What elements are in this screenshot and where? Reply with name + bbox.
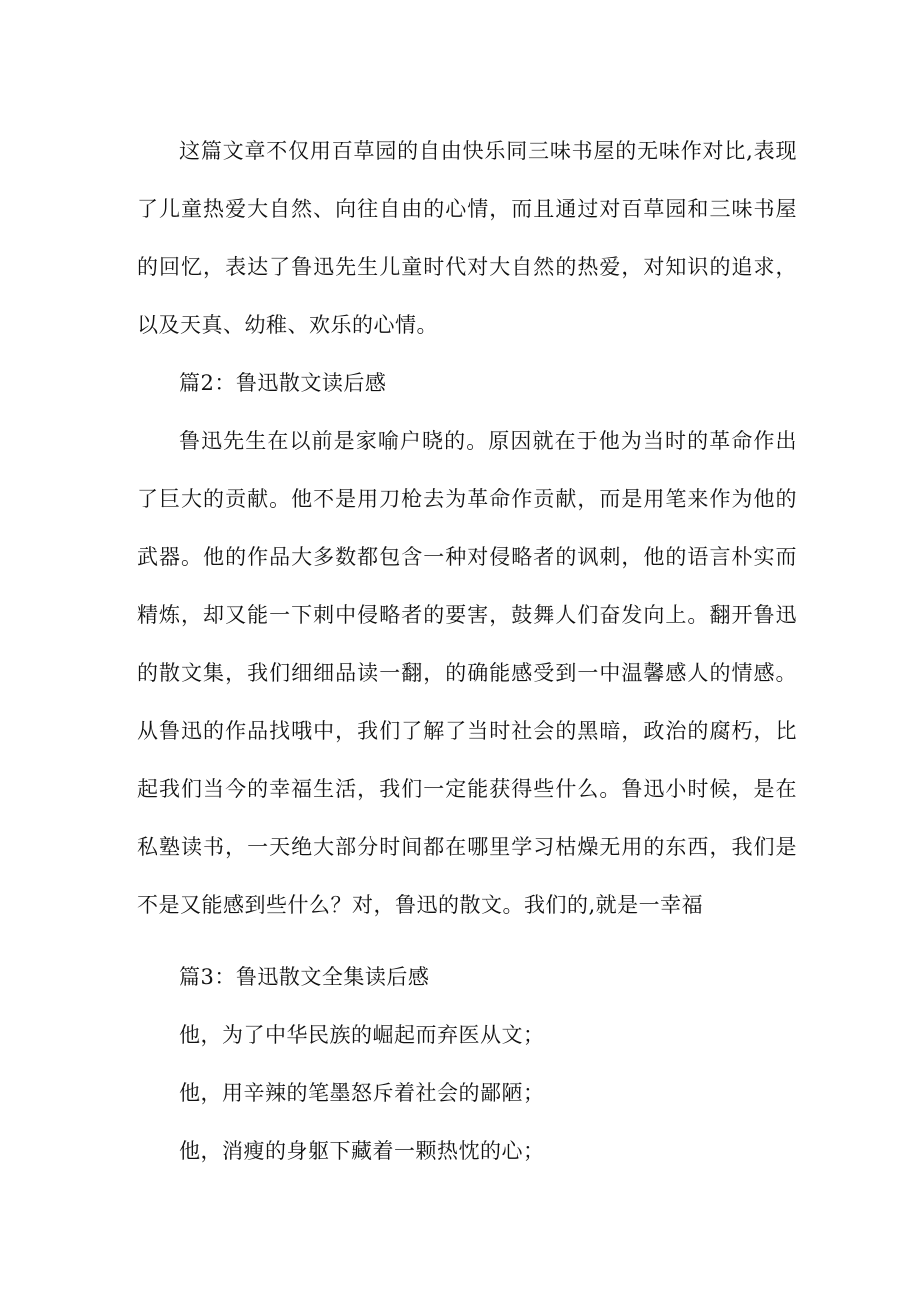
section-heading-2: 篇2：鲁迅散文读后感 xyxy=(179,371,387,395)
paragraph-line-1: 他，为了中华民族的崛起而弃医从文； xyxy=(179,1023,545,1047)
section-heading-3: 篇3：鲁迅散文全集读后感 xyxy=(179,965,430,989)
paragraph-section-2: 鲁迅先生在以前是家喻户晓的。原因就在于他为当时的革命作出了巨大的贡献。他不是用刀枪去为革命作贡献，而是用笔来作为他的武器。他的作品大多数都包含一种对侵略者的讽刺，他的语言朴实而精炼，却又能一下刺中侵略者的要害，鼓舞人们奋发向上。翻开鲁迅的散文集，我们细细品读一翻，的确能感受到一中温馨感人的情感。从鲁迅的作品找哦中，我们了解了当时社会的黑暗，政治的腐朽，比起我们当今的幸福生活，我们一定能获得些什么。鲁迅小时候，是在私塾读书，一天绝大部分时间都在哪里学习枯燥无用的东西，我们是不是又能感到些什么？对，鲁迅的散文。我们的,就是一幸福 xyxy=(137,429,797,917)
document-body xyxy=(137,122,797,1180)
paragraph-intro: 这篇文章不仅用百草园的自由快乐同三味书屋的无味作对比,表现了儿童热爱大自然、向往自由的心情，而且通过对百草园和三味书屋的回忆，表达了鲁迅先生儿童时代对大自然的热爱，对知识的追求，以及天真、幼稚、欢乐的心情。 xyxy=(137,139,797,337)
spacer xyxy=(137,934,797,948)
paragraph-line-3: 他，消瘦的身躯下藏着一颗热忱的心； xyxy=(179,1139,545,1163)
paragraph-line-2: 他，用辛辣的笔墨怒斥着社会的鄙陋； xyxy=(179,1081,545,1105)
